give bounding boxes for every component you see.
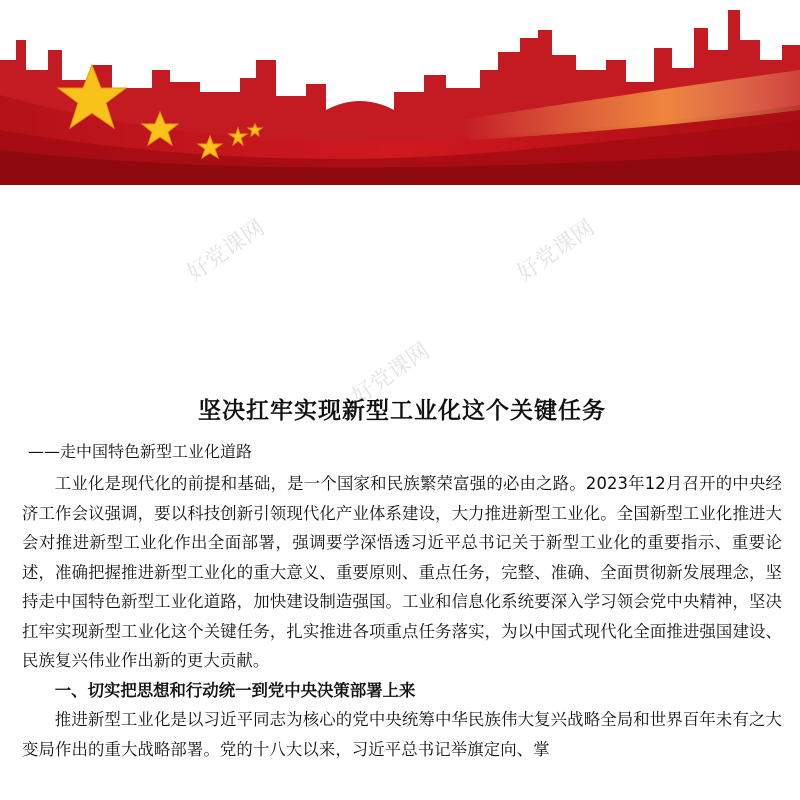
watermark: 好党课网 [347, 338, 435, 410]
header-banner [0, 0, 800, 185]
watermark: 好党课网 [182, 215, 270, 287]
watermark: 好党课网 [512, 215, 600, 287]
article [22, 392, 782, 764]
article-title: 坚决扛牢实现新型工业化这个关键任务 [198, 398, 606, 424]
section-heading: 一、切实把思想和行动统一到党中央决策部署上来 [54, 680, 416, 700]
paragraph: 工业化是现代化的前提和基础，是一个国家和民族繁荣富强的必由之路。2023年12月召开的中央经济工作会议强调，要以科技创新引领现代化产业体系建设，大力推进新型工业化。全国新型工业化推进大会对推进新型工业化作出全面部署，强调要学深悟透习近平总书记关于新型工业化的重要指示、重要论述，准确把握推进新型工业化的重大意义、重要原则、重点任务，完整、准确、全面贯彻新发展理念，坚持走中国特色新型工业化道路，加快建设制造强国。工业和信息化系统要深入学习领会党中央精神，坚决扛牢实现新型工业化这个关键任务，扎实推进各项重点任务落实，为以中国式现代化全面推进强国建设、民族复兴伟业作出新的更大贡献。 [22, 474, 782, 670]
banner-graphic [0, 0, 800, 185]
article-subtitle: ——走中国特色新型工业化道路 [28, 442, 253, 461]
paragraph: 推进新型工业化是以习近平同志为核心的党中央统筹中华民族伟大复兴战略全局和世界百年未有之大变局作出的重大战略部署。党的十八大以来，习近平总书记举旗定向、掌 [22, 710, 782, 759]
